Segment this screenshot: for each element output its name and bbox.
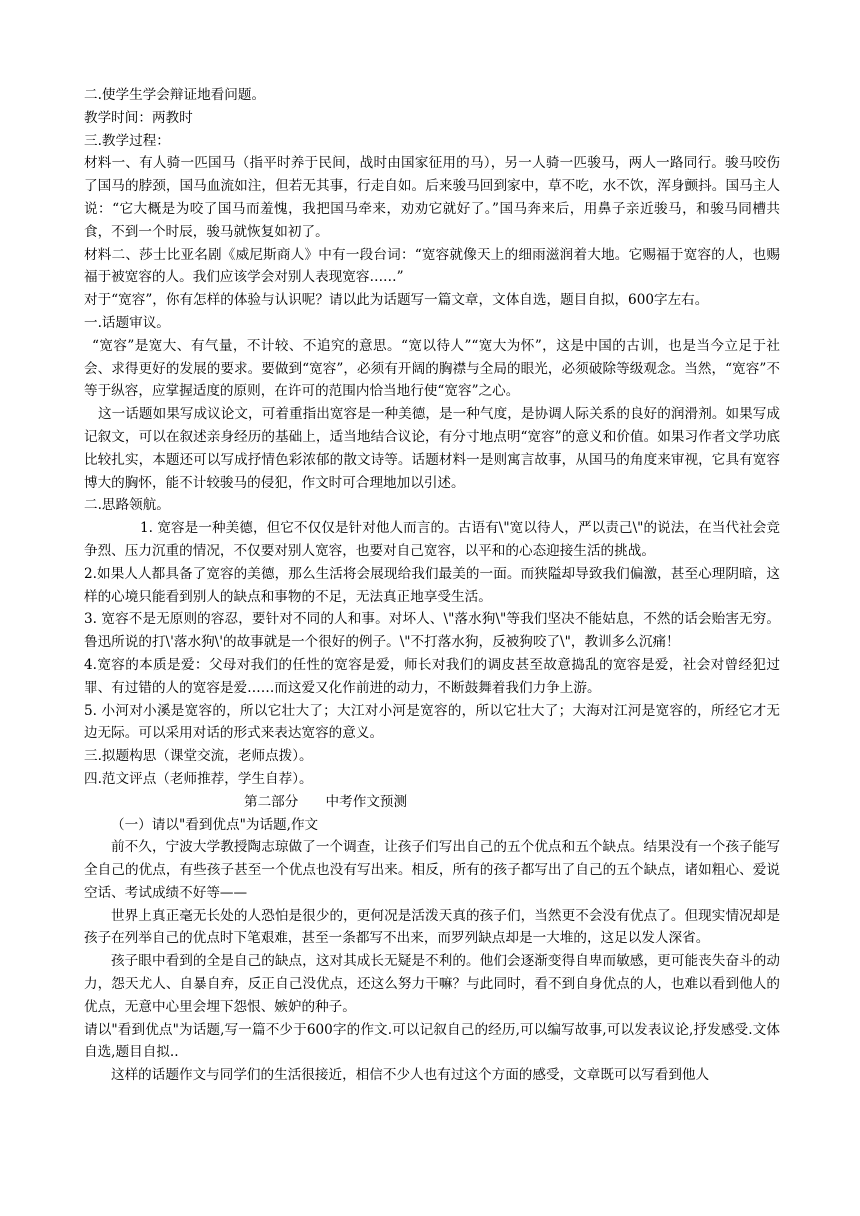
heading-sample-review: 四.范文评点（老师推荐，学生自荐）。 [84,770,313,787]
list-item-4: 4.宽容的本质是爱：父母对我们的任性的宽容是爱，师长对我们的调皮甚至故意捣乱的宽容是爱，社会对曾经犯过罪、有过错的人的宽容是爱……而这爱又化作前进的动力，不断鼓舞着我们力争上游。 [84,656,780,696]
list-item-1: 1. 宽容是一种美德，但它不仅仅是针对他人而言的。古语有\"宽以待人，严以责己\"的说法，在当代社会竞争烈、压力沉重的情况，不仅要对别人宽容，也要对自己宽容，以平和的心态迎接生活的挑战。 [84,520,780,559]
paragraph-prompt: 对于“宽容”，你有怎样的体验与认识呢？请以此为话题写一篇文章，文体自选，题目自拟，600字左右。 [84,292,709,309]
paragraph-commentary: 这样的话题作文与同学们的生活很接近，相信不少人也有过这个方面的感受，文章既可以写看到他人 [111,1067,710,1084]
paragraph-teaching-time: 教学时间：两教时 [84,109,193,126]
paragraph-goal-2: 二.使学生学会辩证地看问题。 [84,87,266,103]
heading-topic-review: 一.话题审议。 [84,314,170,331]
section-title-part-2: 第二部分 中考作文预测 [244,793,408,810]
paragraph-reflection: 世界上真正毫无长处的人恐怕是很少的，更何况是活泼天真的孩子们，当然更不会没有优点了。但现实情况却是孩子在列举自己的优点时下笔艰难，甚至一条都写不出来，而罗列缺点却是一大堆的，这足以发人深省。 [84,907,780,947]
list-item-3: 3. 宽容不是无原则的容忍，要针对不同的人和事。对坏人、\"落水狗\"等我们坚决不能姑息，不然的话会贻害无穷。鲁迅所说的打\'落水狗\'的故事就是一个很好的例子。\"不打落水狗，反被狗咬了\"，教训多么沉痛！ [84,611,780,651]
heading-title-conception: 三.拟题构思（课堂交流，老师点拨）。 [84,748,313,765]
heading-teaching-process: 三.教学过程： [84,132,170,149]
list-item-5: 5. 小河对小溪是宽容的，所以它壮大了；大江对小河是宽容的，所以它壮大了；大海对江河是宽容的，所经它才无边无际。可以采用对话的形式来表达宽容的意义。 [84,702,780,742]
paragraph-material-1: 材料一、有人骑一匹国马（指平时养于民间，战时由国家征用的马），另一人骑一匹骏马，两人一路同行。骏马咬伤了国马的脖颈，国马血流如注，但若无其事，行走自如。后来骏马回到家中，草不吃，水不饮，浑身颤抖。国马主人说：“它大概是为咬了国马而羞愧，我把国马牵来，劝劝它就好了。”国马奔来后，用鼻子亲近骏马，和骏马同槽共食，不到一个时辰，骏马就恢复如初了。 [84,155,780,240]
paragraph-writing-advice: 这一话题如果写成议论文，可着重指出宽容是一种美德，是一种气度，是协调人际关系的良好的润滑剂。如果写成记叙文，可以在叙述亲身经历的基础上，适当地结合议论，有分寸地点明“宽容”的意义和价值。如果习作者文学功底比较扎实，本题还可以写成抒情色彩浓郁的散文诗等。话题材料一是则寓言故事，从国马的角度来审视，它具有宽容博大的胸怀，能不计较骏马的侵犯，作文时可合理地加以引述。 [84,406,780,491]
paragraph-survey: 前不久，宁波大学教授陶志琼做了一个调查，让孩子们写出自己的五个优点和五个缺点。结果没有一个孩子能写全自己的优点，有些孩子甚至一个优点也没有写出来。相反，所有的孩子都写出了自己的五个缺点，诸如粗心、爱说空话、考试成绩不好等—— [84,839,780,901]
heading-idea-guide: 二.思路领航。 [84,497,170,514]
paragraph-tolerance-meaning: “宽容”是宽大、有气量，不计较、不追究的意思。“宽以待人”“宽大为怀”，这是中国的古训，也是当今立足于社会、求得更好的发展的要求。要做到“宽容”，必须有开阔的胸襟与全局的眼光，必须破除等级观念。当然，“宽容”不等于纵容，应掌握适度的原则，在许可的范围内恰当地行使“宽容”之心。 [84,337,780,400]
document-body [84,84,780,1087]
paragraph-consequences: 孩子眼中看到的全是自己的缺点，这对其成长无疑是不利的。他们会逐渐变得自卑而敏感，更可能丧失奋斗的动力，怨天尤人、自暴自弃，反正自己没优点，还这么努力干嘛？与此同时，看不到自身优点的人，也难以看到他人的优点，无意中心里会埋下怨恨、嫉妒的种子。 [84,953,780,1015]
list-item-2: 2.如果人人都具备了宽容的美德，那么生活将会展现给我们最美的一面。而狭隘却导致我们偏激，甚至心理阴暗，这样的心境只能看到别人的缺点和事物的不足，无法真正地享受生活。 [84,565,780,605]
paragraph-material-2: 材料二、莎士比亚名剧《威尼斯商人》中有一段台词：“宽容就像天上的细雨滋润着大地。它赐福于宽容的人，也赐福于被宽容的人。我们应该学会对别人表现宽容……” [84,246,780,286]
paragraph-assignment: 请以"看到优点"为话题,写一篇不少于600字的作文.可以记叙自己的经历,可以编写故事,可以发表议论,抒发感受.文体自选,题目自拟.. [84,1021,780,1061]
paragraph-topic-strengths: （一）请以"看到优点"为话题,作文 [111,816,319,833]
